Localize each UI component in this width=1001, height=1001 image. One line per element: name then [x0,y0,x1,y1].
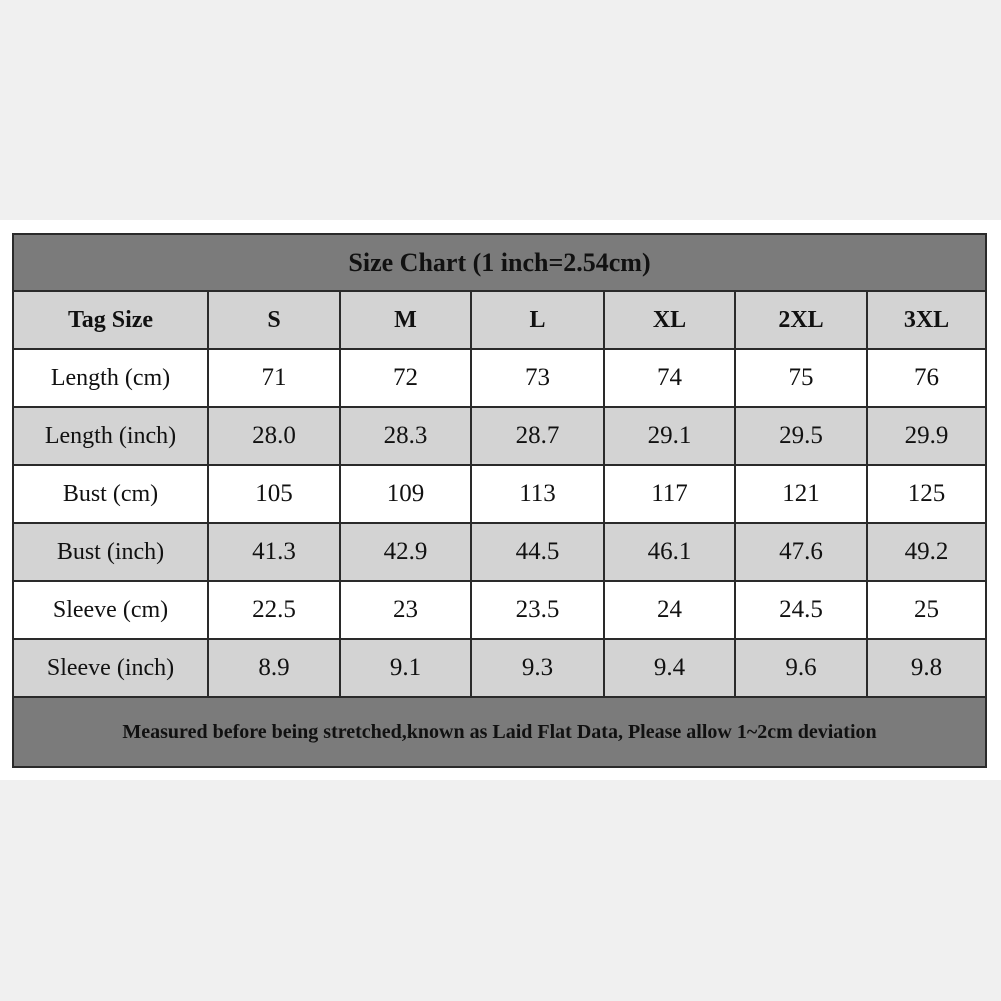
table-cell: 42.9 [340,523,471,581]
table-row [13,581,986,639]
row-label: Length (cm) [13,349,208,407]
footer-row [13,697,986,767]
table-row [13,523,986,581]
size-header-xl: XL [604,291,735,349]
size-chart-table [12,233,987,768]
table-cell: 28.3 [340,407,471,465]
table-cell: 74 [604,349,735,407]
row-label: Sleeve (cm) [13,581,208,639]
header-row [13,291,986,349]
table-cell: 121 [735,465,867,523]
row-label: Bust (inch) [13,523,208,581]
tag-size-label: Tag Size [13,291,208,349]
size-header-2xl: 2XL [735,291,867,349]
size-chart-card [0,220,1001,780]
size-header-3xl: 3XL [867,291,986,349]
table-cell: 9.8 [867,639,986,697]
chart-title: Size Chart (1 inch=2.54cm) [13,234,986,291]
table-cell: 23.5 [471,581,604,639]
table-cell: 72 [340,349,471,407]
table-cell: 29.5 [735,407,867,465]
table-cell: 117 [604,465,735,523]
row-label: Length (inch) [13,407,208,465]
table-row [13,349,986,407]
table-cell: 25 [867,581,986,639]
table-cell: 46.1 [604,523,735,581]
table-cell: 76 [867,349,986,407]
table-cell: 113 [471,465,604,523]
table-row [13,639,986,697]
table-cell: 71 [208,349,340,407]
table-cell: 9.3 [471,639,604,697]
table-cell: 29.1 [604,407,735,465]
table-cell: 23 [340,581,471,639]
row-label: Bust (cm) [13,465,208,523]
table-cell: 28.0 [208,407,340,465]
table-cell: 9.4 [604,639,735,697]
table-cell: 28.7 [471,407,604,465]
size-header-l: L [471,291,604,349]
table-row [13,407,986,465]
size-header-m: M [340,291,471,349]
table-row [13,465,986,523]
table-cell: 109 [340,465,471,523]
title-row [13,234,986,291]
table-cell: 41.3 [208,523,340,581]
row-label: Sleeve (inch) [13,639,208,697]
table-cell: 105 [208,465,340,523]
table-cell: 24 [604,581,735,639]
measurement-note: Measured before being stretched,known as Laid Flat Data, Please allow 1~2cm deviation [13,697,986,767]
table-cell: 8.9 [208,639,340,697]
table-cell: 24.5 [735,581,867,639]
table-cell: 47.6 [735,523,867,581]
table-cell: 22.5 [208,581,340,639]
size-header-s: S [208,291,340,349]
table-cell: 75 [735,349,867,407]
table-cell: 73 [471,349,604,407]
table-cell: 44.5 [471,523,604,581]
table-cell: 29.9 [867,407,986,465]
table-cell: 9.6 [735,639,867,697]
table-cell: 9.1 [340,639,471,697]
table-cell: 125 [867,465,986,523]
table-cell: 49.2 [867,523,986,581]
